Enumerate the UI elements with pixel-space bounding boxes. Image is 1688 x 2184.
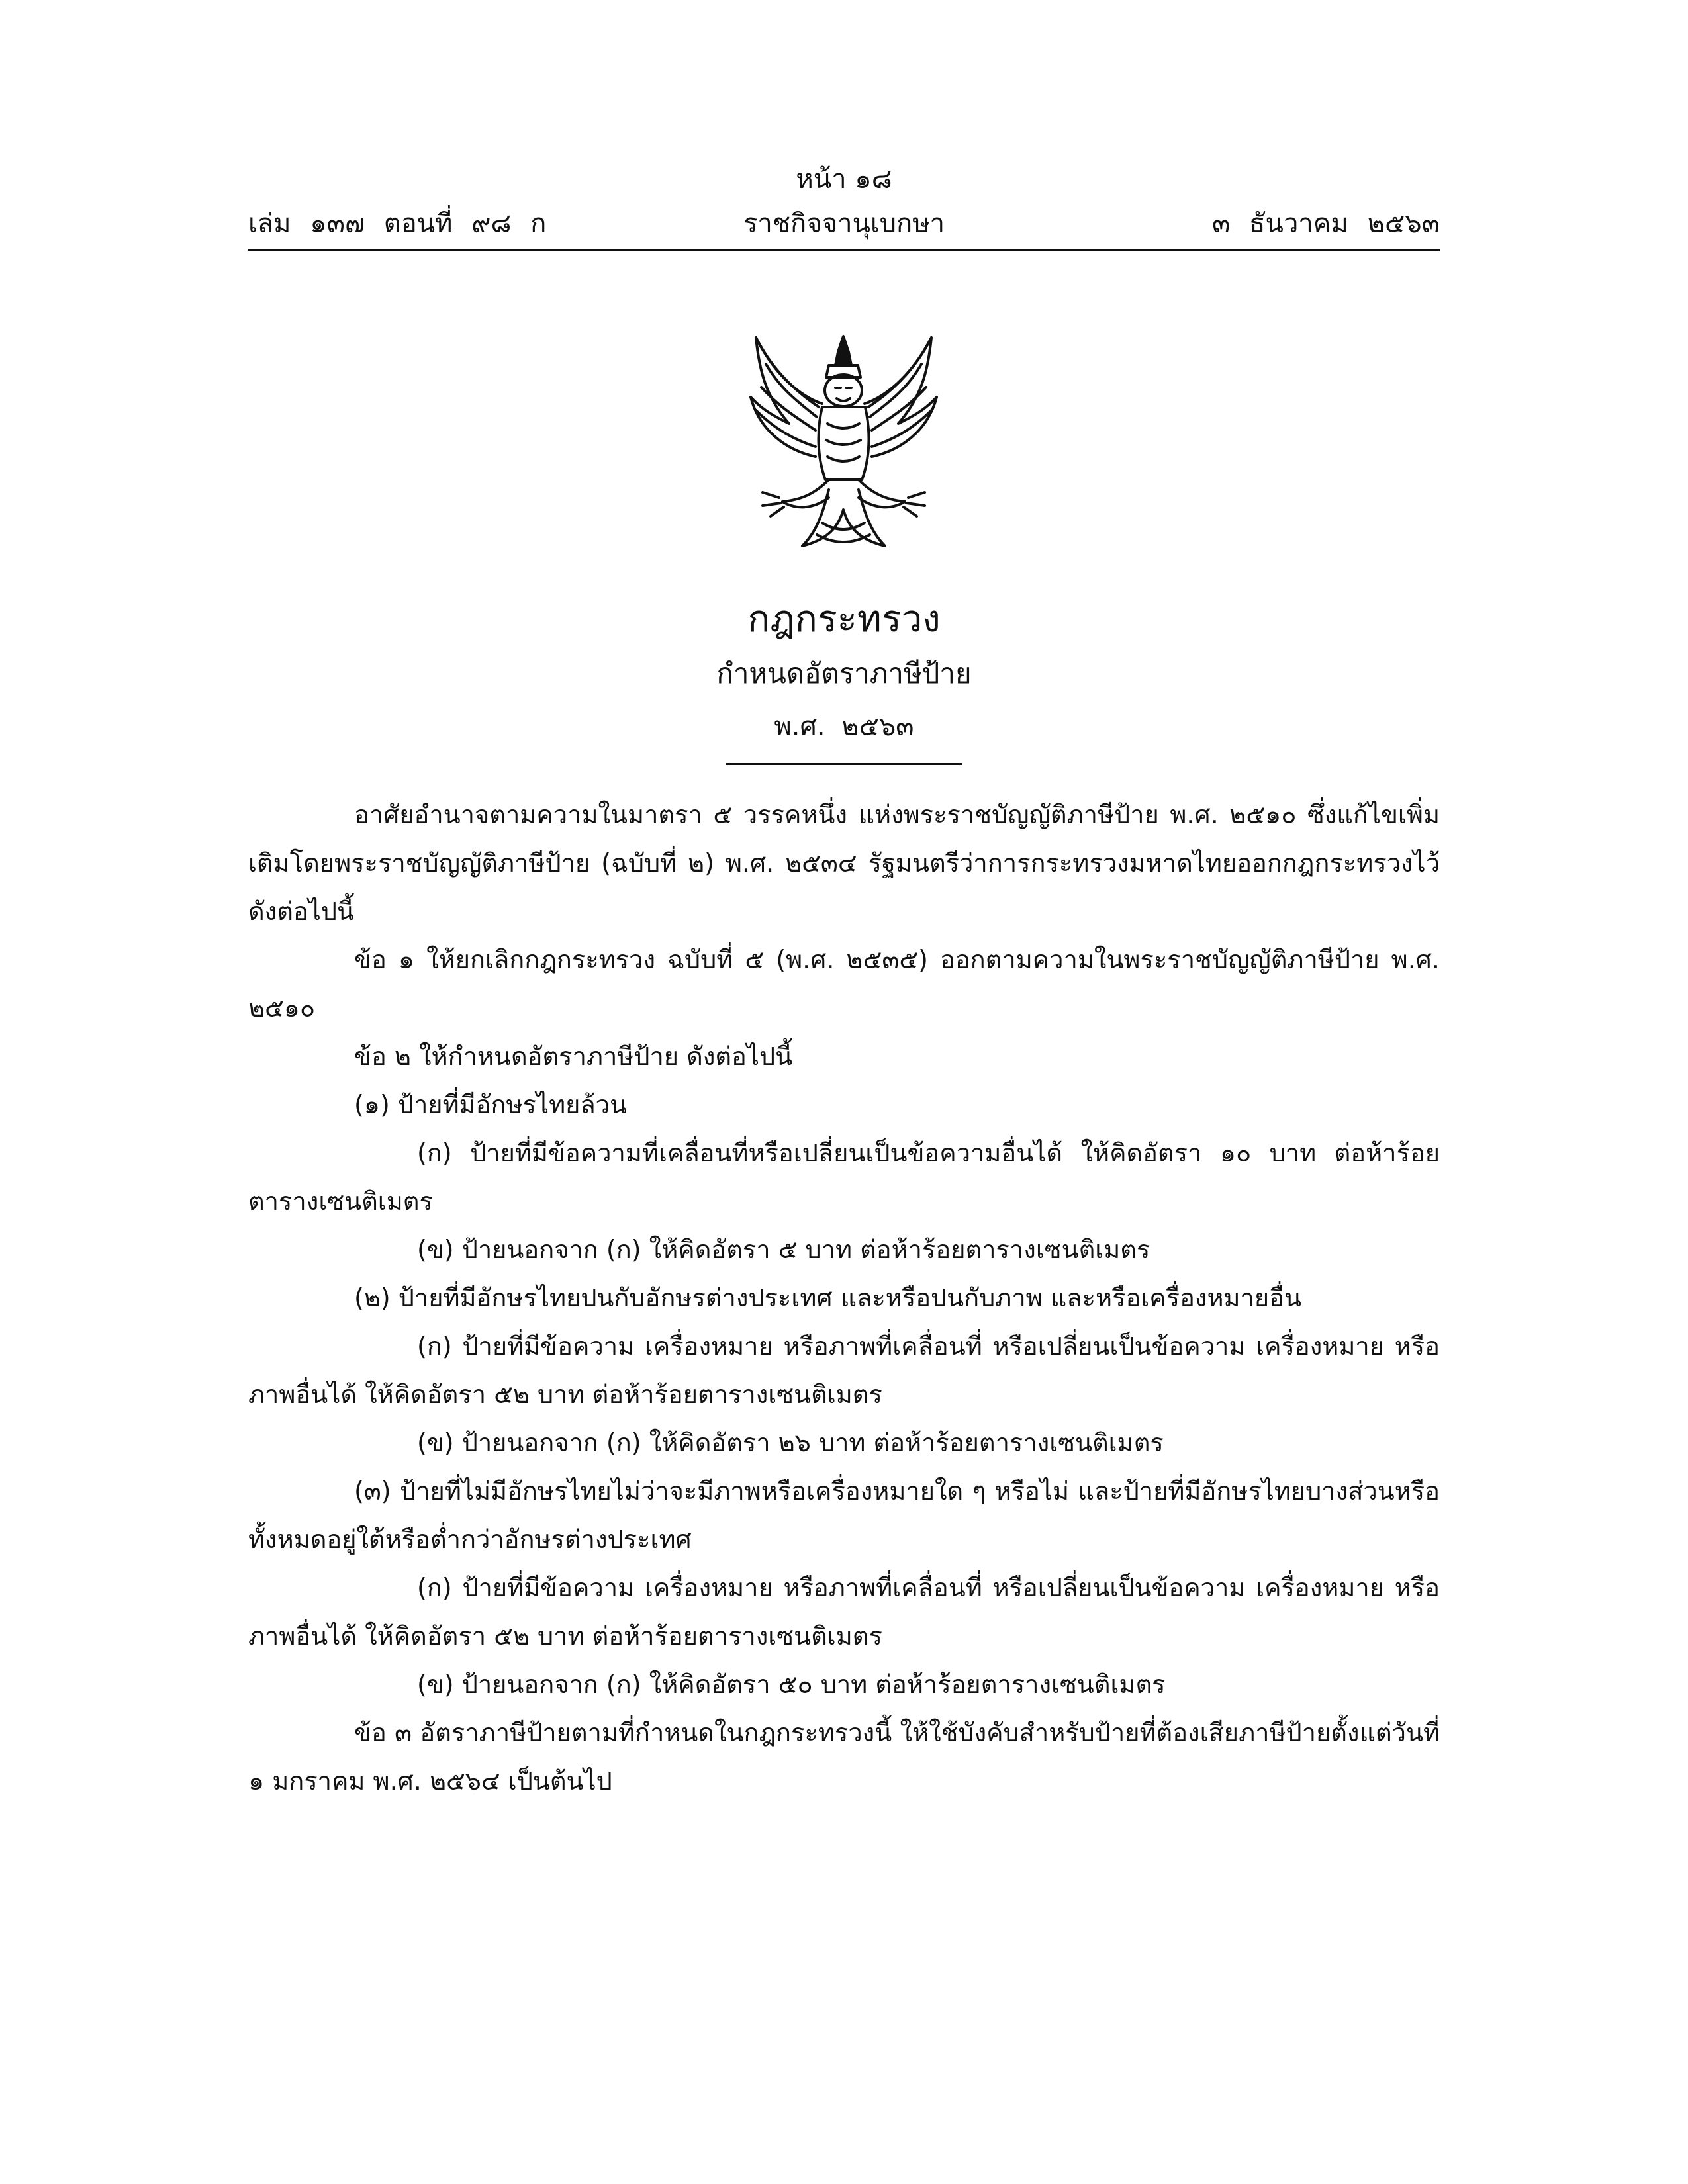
item-1-a: (ก) ป้ายที่มีข้อความที่เคลื่อนที่หรือเปลี่ยนเป็นข้อความอื่นได้ ให้คิดอัตรา ๑๐ บาท ต่อห้าร้อยตารางเซนติเมตร	[248, 1138, 1440, 1216]
preamble-paragraph: อาศัยอำนาจตามความในมาตรา ๕ วรรคหนึ่ง แห่งพระราชบัญญัติภาษีป้าย พ.ศ. ๒๕๑๐ ซึ่งแก้ไขเพิ่มเติมโดยพระราชบัญญัติภาษีป้าย (ฉบับที่ ๒) พ.ศ. ๒๕๓๔ รัฐมนตรีว่าการกระทรวงมหาดไทยออกกฎกระทรวงไว้ ดังต่อไปนี้	[248, 800, 1440, 926]
garuda-emblem-icon	[729, 324, 958, 553]
document-title: กำหนดอัตราภาษีป้าย	[716, 657, 972, 690]
publication-name: ราชกิจจานุเบกษา	[743, 208, 945, 239]
clause-3: ข้อ ๓ อัตราภาษีป้ายตามที่กำหนดในกฎกระทรวงนี้ ให้ใช้บังคับสำหรับป้ายที่ต้องเสียภาษีป้ายตั้งแต่วันที่ ๑ มกราคม พ.ศ. ๒๕๖๔ เป็นต้นไป	[248, 1718, 1440, 1796]
header-divider	[248, 249, 1440, 251]
clause-2: ข้อ ๒ ให้กำหนดอัตราภาษีป้าย ดังต่อไปนี้	[354, 1042, 793, 1071]
item-2-a: (ก) ป้ายที่มีข้อความ เครื่องหมาย หรือภาพที่เคลื่อนที่ หรือเปลี่ยนเป็นข้อความ เครื่องหมาย หรือภาพอื่นได้ ให้คิดอัตรา ๕๒ บาท ต่อห้าร้อยตารางเซนติเมตร	[248, 1332, 1440, 1409]
publication-date: ๓ ธันวาคม ๒๕๖๓	[1212, 208, 1440, 239]
volume-issue: เล่ม ๑๓๗ ตอนที่ ๙๘ ก	[248, 208, 547, 239]
item-2-b: (ข) ป้ายนอกจาก (ก) ให้คิดอัตรา ๒๖ บาท ต่อห้าร้อยตารางเซนติเมตร	[417, 1428, 1164, 1457]
document-type: กฎกระทรวง	[747, 598, 941, 641]
item-3: (๓) ป้ายที่ไม่มีอักษรไทยไม่ว่าจะมีภาพหรือเครื่องหมายใด ๆ หรือไม่ และป้ายที่มีอักษรไทยบางส่วนหรือทั้งหมดอยู่ใต้หรือต่ำกว่าอักษรต่างประเทศ	[248, 1477, 1440, 1554]
item-1-b: (ข) ป้ายนอกจาก (ก) ให้คิดอัตรา ๕ บาท ต่อห้าร้อยตารางเซนติเมตร	[417, 1235, 1150, 1264]
item-2: (๒) ป้ายที่มีอักษรไทยปนกับอักษรต่างประเทศ และหรือปนกับภาพ และหรือเครื่องหมายอื่น	[354, 1283, 1301, 1312]
item-1: (๑) ป้ายที่มีอักษรไทยล้วน	[354, 1090, 627, 1119]
gazette-header	[248, 202, 1440, 242]
item-3-b: (ข) ป้ายนอกจาก (ก) ให้คิดอัตรา ๕๐ บาท ต่อห้าร้อยตารางเซนติเมตร	[417, 1670, 1166, 1699]
document-body	[248, 791, 1440, 1805]
document-year: พ.ศ. ๒๕๖๓	[774, 711, 914, 742]
title-divider	[726, 763, 962, 765]
clause-1: ข้อ ๑ ให้ยกเลิกกฎกระทรวง ฉบับที่ ๕ (พ.ศ. ๒๕๓๕) ออกตามความในพระราชบัญญัติภาษีป้าย พ.ศ. ๒๕๑๐	[248, 945, 1440, 1023]
page-number: หน้า ๑๘	[796, 164, 892, 195]
item-3-a: (ก) ป้ายที่มีข้อความ เครื่องหมาย หรือภาพที่เคลื่อนที่ หรือเปลี่ยนเป็นข้อความ เครื่องหมาย หรือภาพอื่นได้ ให้คิดอัตรา ๕๒ บาท ต่อห้าร้อยตารางเซนติเมตร	[248, 1573, 1440, 1651]
